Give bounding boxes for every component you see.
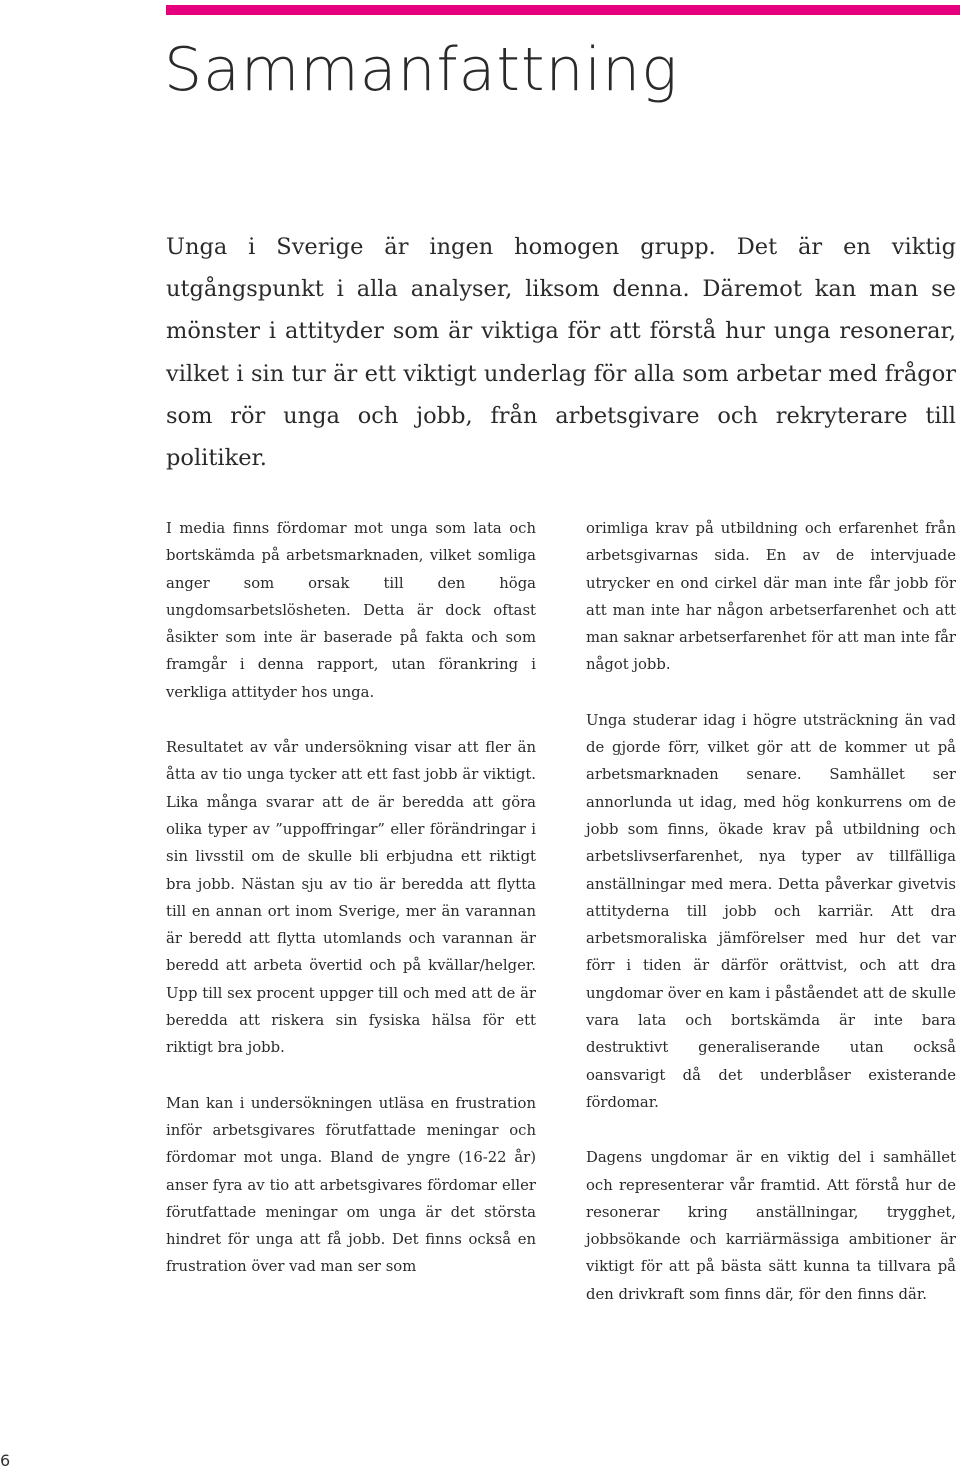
page-title: Sammanfattning [164, 35, 679, 105]
accent-bar [166, 5, 960, 15]
body-paragraph: Dagens ungdomar är en viktig del i samhället och representerar vår framtid. Att förstå hur de resonerar kring anställningar, trygghet, jobbsökande och karriärmässiga ambitioner är viktigt för att på bästa sätt kunna ta tillvara på den drivkraft som finns där, för den finns där. [586, 1149, 956, 1303]
body-paragraph: I media finns fördomar mot unga som lata och bortskämda på arbetsmarknaden, vilket somliga anger som orsak till den höga ungdomsarbetslösheten. Detta är dock oftast åsikter som inte är baserade på fakta och som framgår i denna rapport, utan förankring i verkliga attityder hos unga. [166, 520, 536, 701]
body-paragraph: Man kan i undersökningen utläsa en frustration inför arbetsgivares förutfattade meningar och fördomar mot unga. Bland de yngre (16-22 år) anser fyra av tio att arbetsgivares fördomar eller förutfattade meningar om unga är det största hindret för unga att få jobb. Det finns också en frustration över vad man ser som [166, 1094, 536, 1276]
intro-paragraph: Unga i Sverige är ingen homogen grupp. Det är en viktig utgångspunkt i alla analyser, liksom denna. Däremot kan man se mönster i attityder som är viktiga för att förstå hur unga resonerar, vilket i sin tur är ett viktigt underlag för alla som arbetar med frågor som rör unga och jobb, från arbetsgivare och rekryterare till politiker. [166, 234, 956, 472]
left-column [166, 515, 536, 1309]
body-paragraph: orimliga krav på utbildning och erfarenhet från arbetsgivarnas sida. En av de intervjuade utrycker en ond cirkel där man inte får jobb för att man inte har någon arbetserfarenhet och att man saknar arbetserfarenhet för att man inte får något jobb. [586, 520, 956, 674]
body-paragraph: Resultatet av vår undersökning visar att fler än åtta av tio unga tycker att ett fast jobb är viktigt. Lika många svarar att de är beredda att göra olika typer av ”uppoffringar” eller förändringar i sin livsstil om de skulle bli erbjudna ett riktigt bra jobb. Nästan sju av tio är beredda att flytta till en annan ort inom Sverige, mer än varannan är beredd att flytta utomlands och varannan är beredd att arbeta övertid och på kvällar/helger. Upp till sex procent uppger till och med att de är beredda att riskera sin fysiska hälsa för ett riktigt bra jobb. [166, 739, 536, 1057]
body-paragraph: Unga studerar idag i högre utsträckning än vad de gjorde förr, vilket gör att de kommer ut på arbetsmarknaden senare. Samhället ser annorlunda ut idag, med hög konkurrens om de jobb som finns, ökade krav på utbildning och arbetslivserfarenhet, nya typer av tillfälliga anställningar med mera. Detta påverkar givetvis attityderna till jobb och karriär. Att dra arbetsmoraliska jämförelser med hur det var förr i tiden är därför orättvist, och att dra ungdomar över en kam i påståendet att de skulle vara lata och bortskämda är inte bara destruktivt generaliserande utan också oansvarigt då det underblåser existerande fördomar. [586, 711, 956, 1111]
page-number: 6 [0, 1451, 11, 1470]
right-column [586, 515, 956, 1336]
